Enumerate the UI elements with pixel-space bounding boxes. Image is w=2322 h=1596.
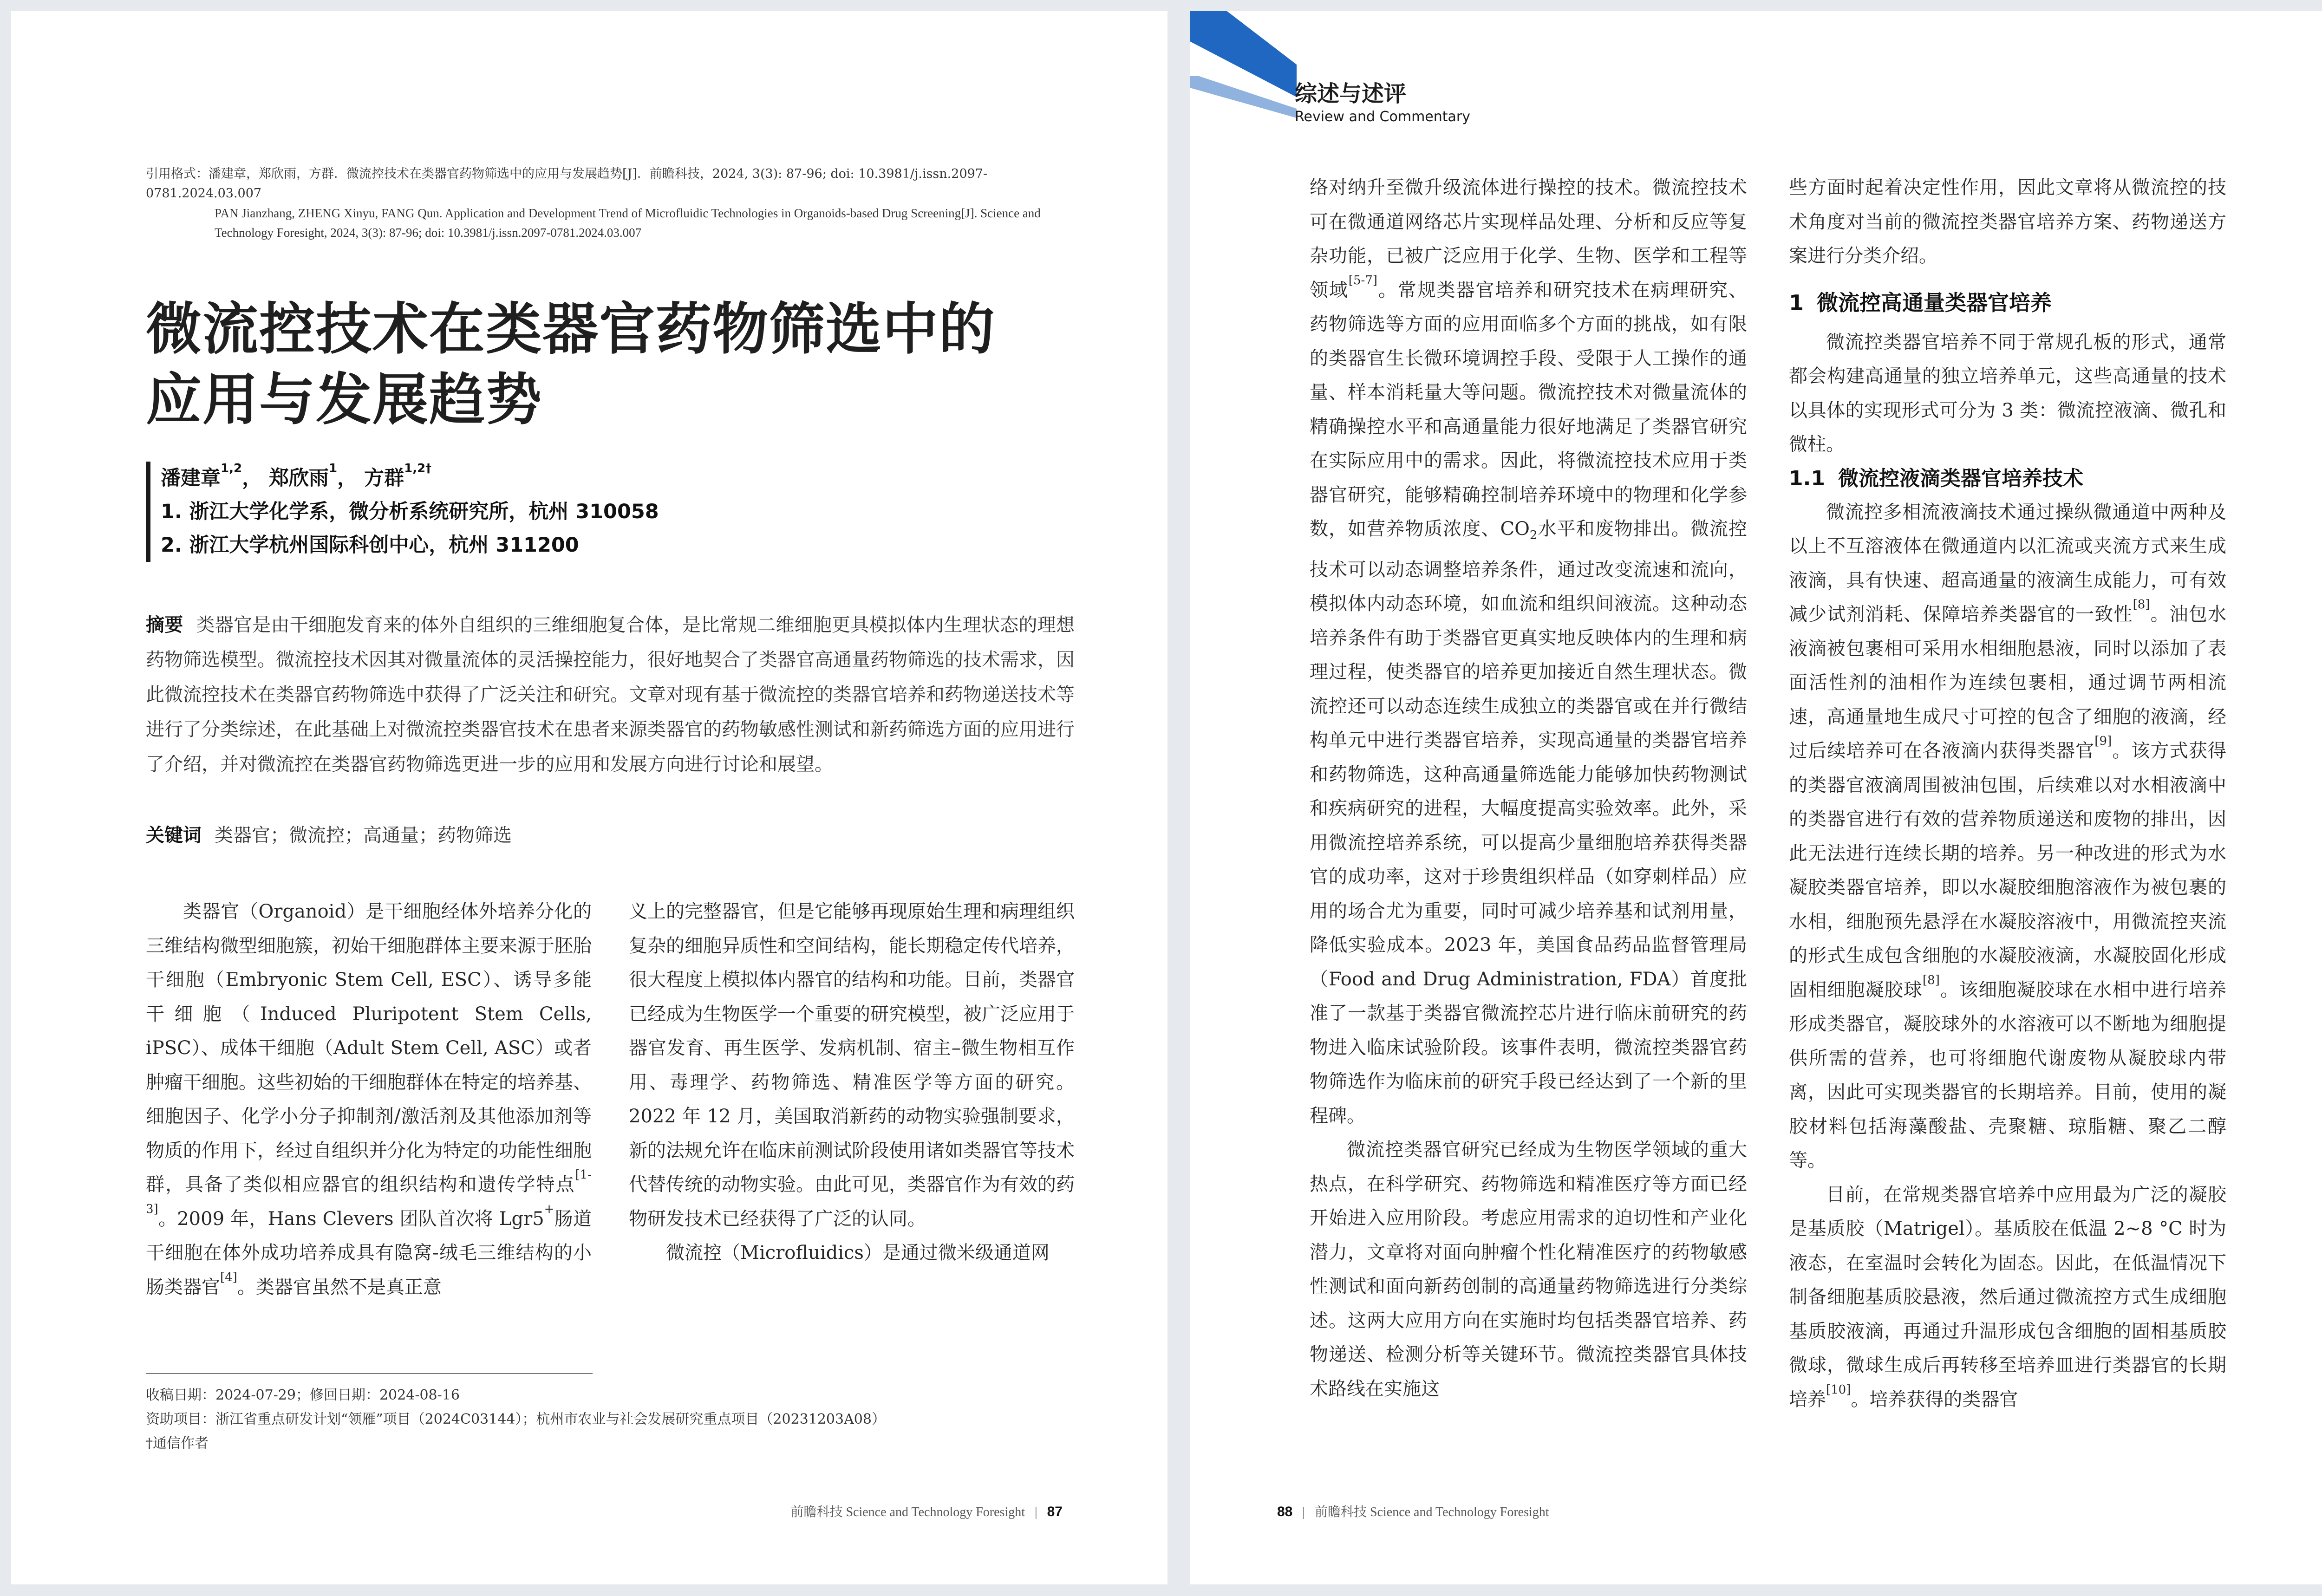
journal-name: 前瞻科技 Science and Technology Foresight <box>790 1505 1025 1519</box>
body-column-right-1 <box>1310 171 1747 1406</box>
section-number: 1 <box>1789 290 1804 315</box>
paragraph-text: 类器官（Organoid）是干细胞经体外培养分化的三维结构微型细胞簇，初始干细胞群体主要来源于胚胎干细胞（Embryonic Stem Cell, ESC）、诱导多能干细胞（Induced Pluripotent Stem Cells, iPSC）、成体干细胞（Adult Stem Cell, ASC）或者肿瘤干细胞。这些初始的干细胞群体在特定的培养基、细胞因子、化学小分子抑制剂/激活剂及其他添加剂等物质的作用下，经过自组织并分化为特定的功能性细胞群，具备了类似相应器官的组织结构和遗传学特点 <box>146 901 592 1195</box>
paragraph-text: 微流控多相流液滴技术通过操纵微通道中两种及以上不互溶液体在微通道内以汇流或夹流方式来生成液滴，具有快速、超高通量的液滴生成能力，可有效减少试剂消耗、保障培养类器官的一致性 <box>1789 501 2226 625</box>
footnote-funding: 资助项目：浙江省重点研发计划“领雁”项目（2024C03144）；杭州市农业与社会发展研究重点项目（20231203A08） <box>146 1411 886 1427</box>
title-line-1: 微流控技术在类器官药物筛选中的 <box>146 297 996 362</box>
footnote-dates: 收稿日期：2024-07-29；修回日期：2024-08-16 <box>146 1387 460 1403</box>
paragraph: 微流控类器官研究已经成为生物医学领域的重大热点，在科学研究、药物筛选和精准医疗等方面已经开始进入应用阶段。考虑应用需求的迫切性和产业化潜力，文章将对面向肿瘤个性化精准医疗的药物敏感性测试和面向新药创制的高通量药物筛选进行分类综述。这两大应用方向在实施时均包括类器官培养、药物递送、检测分析等关键环节。微流控类器官具体技术路线在实施这 <box>1310 1139 1747 1400</box>
paragraph: 义上的完整器官，但是它能够再现原始生理和病理组织复杂的细胞异质性和空间结构，能长期稳定传代培养，很大程度上模拟体内器官的结构和功能。目前，类器官已经成为生物医学一个重要的研究模型，被广泛应用于器官发育、再生医学、发病机制、宿主–微生物相互作用、毒理学、药物筛选、精准医学等方面的研究。2022 年 12 月，美国取消新药的动物实验强制要求，新的法规允许在临床前测试阶段使用诸如类器官等技术代替传统的动物实验。由此可见，类器官作为有效的药物研发技术已经获得了广泛的认同。 <box>629 901 1075 1230</box>
affiliation-2: 2. 浙江大学杭州国际科创中心，杭州 311200 <box>161 534 579 557</box>
journal-name: 前瞻科技 Science and Technology Foresight <box>1314 1505 1549 1519</box>
section-header-zh: 综述与述评 <box>1295 81 1407 107</box>
footer-separator: | <box>1302 1505 1305 1519</box>
author-separator: ， <box>242 467 262 490</box>
page-footer-left <box>790 1502 1063 1520</box>
section-corner-graphic <box>1190 11 1297 118</box>
article-title <box>146 294 1075 436</box>
section-title: 微流控高通量类器官培养 <box>1817 290 2052 315</box>
paragraph <box>146 895 592 1304</box>
paragraph-text: 。类器官虽然不是真正意 <box>237 1276 442 1298</box>
section-title: 微流控液滴类器官培养技术 <box>1838 466 2083 490</box>
section-number: 1.1 <box>1789 466 1825 490</box>
citation-ref: [5-7] <box>1348 273 1377 287</box>
keywords-text: 类器官；微流控；高通量；药物筛选 <box>215 825 512 846</box>
paragraph-text: 。油包水液滴被包裹相可采用水相细胞悬液，同时以添加了表面活性剂的油相作为连续包裹相，通过调节两相流速，高通量地生成尺寸可控的包含了细胞的液滴，经过后续培养可在各液滴内获得类器官 <box>1789 604 2227 762</box>
footer-separator: | <box>1035 1505 1037 1519</box>
paragraph-text: 。培养获得的类器官 <box>1851 1388 2018 1410</box>
abstract-text: 类器官是由干细胞发育来的体外自组织的三维细胞复合体，是比常规二维细胞更具模拟体内生理状态的理想药物筛选模型。微流控技术因其对微量流体的灵活操控能力，很好地契合了类器官高通量药物筛选的技术需求，因此微流控技术在类器官药物筛选中获得了广泛关注和研究。文章对现有基于微流控的类器官培养和药物递送技术等进行了分类综述，在此基础上对微流控类器官技术在患者来源类器官的药物敏感性测试和新药筛选方面的应用进行了介绍，并对微流控在类器官药物筛选更进一步的应用和发展方向进行讨论和展望。 <box>146 614 1075 775</box>
author-names <box>161 462 659 495</box>
section-header-en: Review and Commentary <box>1295 109 1471 125</box>
keywords-label: 关键词 <box>146 825 202 846</box>
page-footer-right <box>1277 1502 1549 1520</box>
citation-en: PAN Jianzhang, ZHENG Xinyu, FANG Qun. Application and Development Trend of Microfluidic Technologies in Organoids-based Drug Screening[J]. Science and Technology Foresight, 2024, 3(3): 87-96; doi: 10.3981/j.issn.2097-0781.2024.03.007 <box>215 206 1041 240</box>
paragraph-text: 。2009 年，Hans Clevers 团队首次将 Lgr5 <box>158 1208 544 1230</box>
body-column-left-2 <box>629 895 1075 1270</box>
title-line-2: 应用与发展趋势 <box>146 368 542 432</box>
superscript: + <box>544 1202 554 1216</box>
paragraph-text: 。常规类器官培养和研究技术在病理研究、药物筛选等方面的应用面临多个方面的挑战，如有限的类器官生长微环境调控手段、受限于人工操作的通量、样本消耗量大等问题。微流控技术对微量流体的精确操控水平和高通量能力很好地满足了类器官研究在实际应用中的需求。因此，将微流控技术应用于类器官研究，能够精确控制培养环境中的物理和化学参数，如营养物质浓度、CO <box>1310 279 1748 540</box>
page-number: 88 <box>1277 1504 1293 1519</box>
citation-ref: [1-3] <box>146 1168 592 1216</box>
body-column-right-2 <box>1789 171 2226 1417</box>
paragraph <box>1310 171 1747 1133</box>
paragraph: 些方面时起着决定性作用，因此文章将从微流控的技术角度对当前的微流控类器官培养方案、药物递送方案进行分类介绍。 <box>1789 177 2226 267</box>
author-affiliation-sup: 1,2† <box>404 462 432 476</box>
section-header <box>1295 80 1470 126</box>
abstract-label: 摘要 <box>146 614 183 636</box>
author-name: 郑欣雨 <box>269 467 329 490</box>
paragraph-text: 络对纳升至微升级流体进行操控的技术。微流控技术可在微通道网络芯片实现样品处理、分析和反应等复杂功能，已被广泛应用于化学、生物、医学和工程等领域 <box>1310 177 1747 301</box>
affiliation-1: 1. 浙江大学化学系，微分析系统研究所，杭州 310058 <box>161 500 659 523</box>
paragraph-text: 目前，在常规类器官培养中应用最为广泛的凝胶是基质胶（Matrigel）。基质胶在低温 2~8 °C 时为液态，在室温时会转化为固态。因此，在低温情况下制备细胞基质胶悬液，然后通过微流控方式生成细胞基质胶液滴，再通过升温形成包含细胞的固相基质胶微球，微球生成后再转移至培养皿进行类器官的长期培养 <box>1789 1184 2226 1410</box>
author-name: 潘建章 <box>161 467 221 490</box>
keywords <box>146 818 1075 853</box>
body-column-left-1 <box>146 895 592 1304</box>
right-page <box>1190 11 2322 1584</box>
paragraph-text: 肠道干细胞在体外成功培养成具有隐窝-绒毛三维结构的小肠类器官 <box>146 1208 592 1298</box>
abstract <box>146 608 1075 782</box>
left-page <box>11 11 1168 1584</box>
page-number: 87 <box>1047 1504 1063 1519</box>
footnotes <box>146 1383 1121 1456</box>
author-affiliation-sup: 1,2 <box>221 462 242 476</box>
paragraph: 微流控类器官培养不同于常规孔板的形式，通常都会构建高通量的独立培养单元，这些高通量的技术以具体的实现形式可分为 3 类：微流控液滴、微孔和微柱。 <box>1789 331 2226 455</box>
paragraph <box>1789 1178 2226 1417</box>
subscript: 2 <box>1529 528 1538 542</box>
footnote-corresponding: †通信作者 <box>146 1435 209 1452</box>
section-heading-1-1 <box>1789 462 2226 495</box>
citation-ref: [8] <box>2133 598 2150 612</box>
author-affiliation-sup: 1 <box>329 462 338 476</box>
citation-ref: [4] <box>220 1270 237 1284</box>
author-separator: ， <box>337 467 358 490</box>
citation-ref: [8] <box>1923 973 1940 987</box>
section-heading-1 <box>1789 286 2226 320</box>
citation-ref: [10] <box>1826 1382 1851 1397</box>
paragraph-text: 水平和废物排出。微流控技术可以动态调整培养条件，通过改变流速和流向，模拟体内动态环境，如血流和组织间液流。这种动态培养条件有助于类器官更真实地反映体内的生理和病理过程，使类器官的培养更加接近自然生理状态。微流控还可以动态连续生成独立的类器官或在并行微结构单元中进行类器官培养，实现高通量的类器官培养和药物筛选，这种高通量筛选能力能够加快药物测试和疾病研究的进程，大幅度提高实验效率。此外，采用微流控培养系统，可以提高少量细胞培养获得类器官的成功率，这对于珍贵组织样品（如穿刺样品）应用的场合尤为重要，同时可减少培养基和试剂用量，降低实验成本。2023 年，美国食品药品监督管理局（Food and Drug Administration, FDA）首度批准了一款基于类器官微流控芯片进行临床前研究的药物进入临床试验阶段。该事件表明，微流控类器官药物筛选作为临床前的研究手段已经达到了一个新的里程碑。 <box>1310 518 1748 1127</box>
citation-zh: 引用格式：潘建章，郑欣雨，方群．微流控技术在类器官药物筛选中的应用与发展趋势[J]．前瞻科技，2024, 3(3): 87-96; doi: 10.3981/j.issn.2097-0781.2024.03.007 <box>146 167 988 201</box>
author-name: 方群 <box>364 467 404 490</box>
paragraph <box>1789 495 2226 1178</box>
paragraph: 微流控（Microfluidics）是通过微米级通道网 <box>666 1242 1050 1264</box>
footnote-divider <box>146 1373 593 1374</box>
citation-block <box>146 164 1093 242</box>
citation-ref: [9] <box>2094 734 2112 748</box>
author-block <box>146 462 659 562</box>
paragraph-text: 。该方式获得的类器官液滴周围被油包围，后续难以对水相液滴中的类器官进行有效的营养物质递送和废物的排出，因此无法进行连续长期的培养。另一种改进的形式为水凝胶类器官培养，即以水凝胶细胞溶液作为被包裹的水相，细胞预先悬浮在水凝胶溶液中，用微流控夹流的形式生成包含细胞的水凝胶液滴，水凝胶固化形成固相细胞凝胶球 <box>1789 740 2227 1001</box>
paragraph-text: 。该细胞凝胶球在水相中进行培养形成类器官，凝胶球外的水溶液可以不断地为细胞提供所需的营养，也可将细胞代谢废物从凝胶球内带离，因此可实现类器官的长期培养。目前，使用的凝胶材料包括海藻酸盐、壳聚糖、琼脂糖、聚乙二醇等。 <box>1789 979 2227 1171</box>
